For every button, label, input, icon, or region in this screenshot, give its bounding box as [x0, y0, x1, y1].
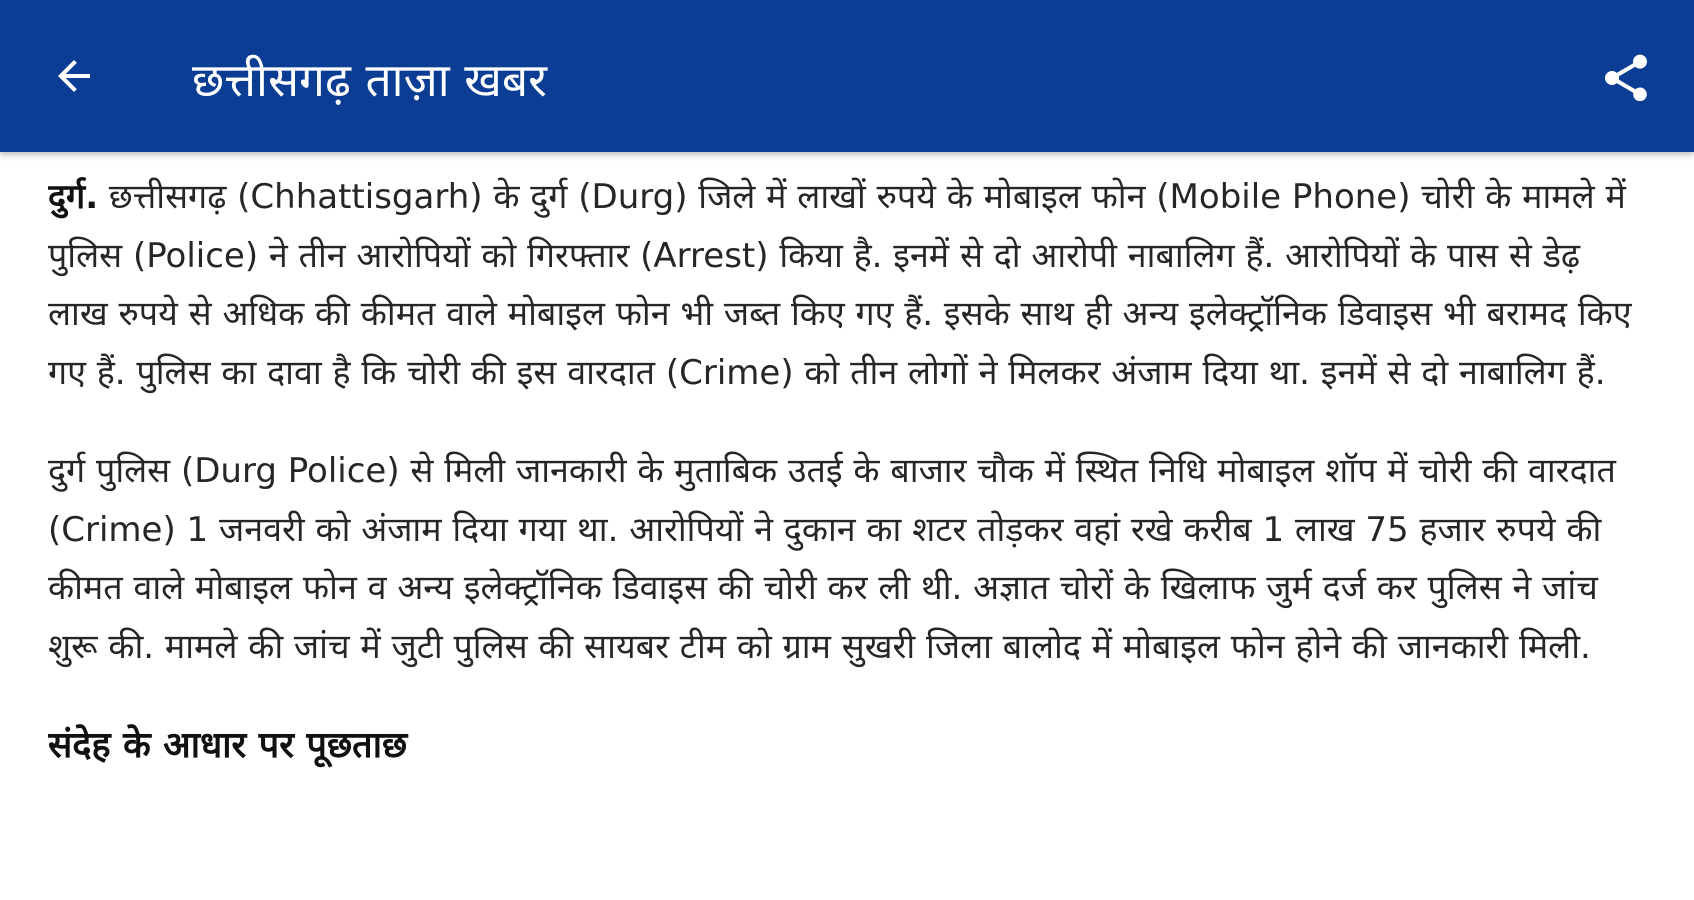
back-button[interactable]	[44, 46, 104, 106]
article-paragraph-2: दुर्ग पुलिस (Durg Police) से मिली जानकारी के मुताबिक उतई के बाजार चौक में स्थित निधि मोबाइल शॉप में चोरी की वारदात (Crime) 1 जनवरी को अंजाम दिया गया था. आरोपियों ने दुकान का शटर तोड़कर वहां रखे करीब 1 लाख 75 हजार रुपये की कीमत वाले मोबाइल फोन व अन्य इलेक्ट्रॉनिक डिवाइस की चोरी कर ली थी. अज्ञात चोरों के खिलाफ जुर्म दर्ज कर पुलिस ने जांच शुरू की. मामले की जांच में जुटी पुलिस की सायबर टीम को ग्राम सुखरी जिला बालोद में मोबाइल फोन होने की जानकारी मिली.	[48, 451, 1616, 667]
app-bar	[0, 0, 1694, 152]
app-title: छत्तीसगढ़ ताज़ा खबर	[192, 53, 547, 107]
paragraph-1-text: छत्तीसगढ़ (Chhattisgarh) के दुर्ग (Durg) जिले में लाखों रुपये के मोबाइल फोन (Mobile Phone) चोरी के मामले में पुलिस (Police) ने तीन आरोपियों को गिरफ्तार (Arrest) किया है. इनमें से दो आरोपी नाबालिग हैं. आरोपियों के पास से डेढ़ लाख रुपये से अधिक की कीमत वाले मोबाइल फोन भी जब्त किए गए हैं. इसके साथ ही अन्य इलेक्ट्रॉनिक डिवाइस भी बरामद किए गए हैं. पुलिस का दावा है कि चोरी की इस वारदात (Crime) को तीन लोगों ने मिलकर अंजाम दिया था. इनमें से दो नाबालिग हैं.	[48, 177, 1632, 393]
lead-word: दुर्ग.	[48, 177, 99, 217]
arrow-left-icon	[50, 52, 98, 100]
article-paragraph-1	[48, 168, 1648, 402]
article-subheading: संदेह के आधार पर पूछताछ	[48, 725, 408, 766]
share-icon	[1598, 50, 1654, 106]
share-button[interactable]	[1594, 46, 1658, 110]
article-body	[48, 168, 1648, 900]
